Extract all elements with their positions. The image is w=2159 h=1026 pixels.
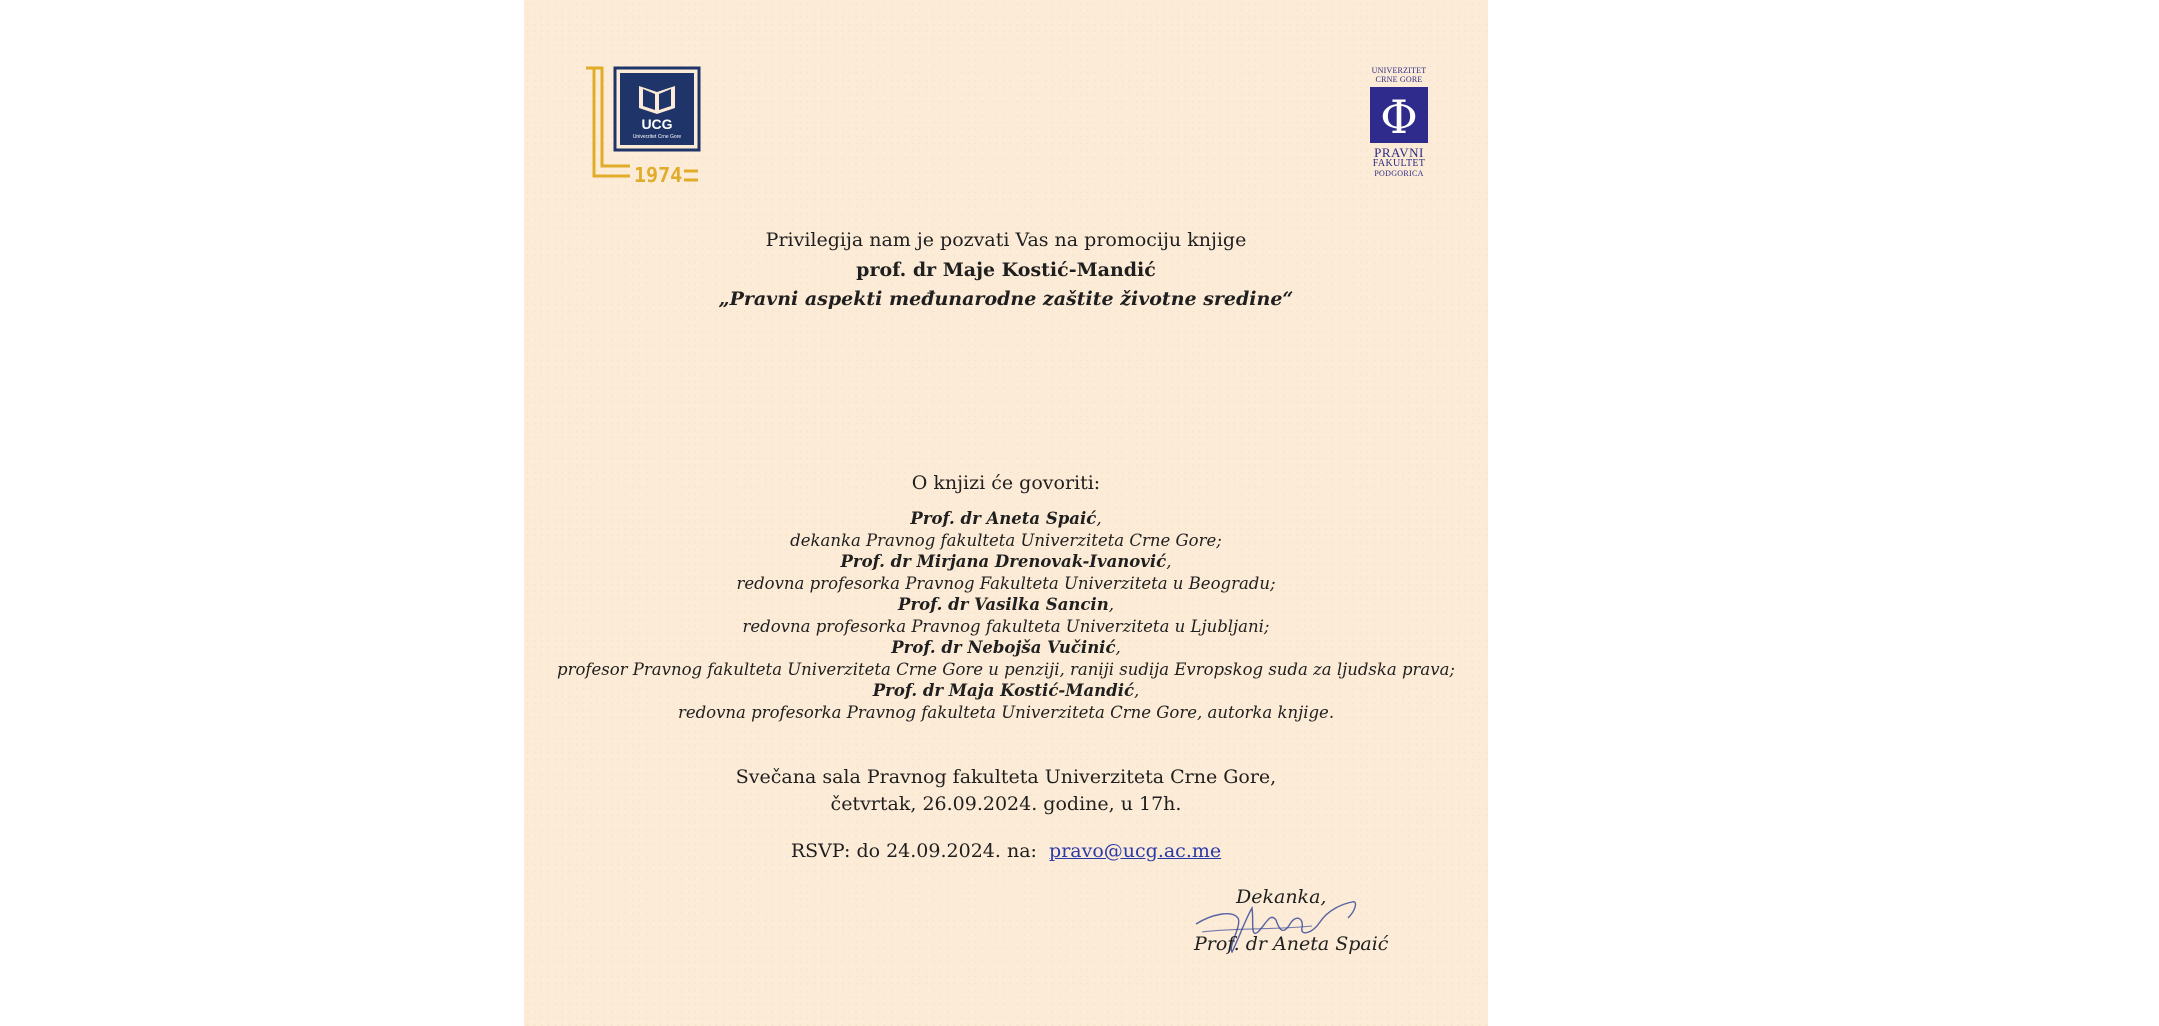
invitation-card [524, 0, 1488, 1026]
speaker-name: Prof. dr Vasilka Sancin, [898, 595, 1114, 614]
invitation-intro: Privilegija nam je pozvati Vas na promociju knjige [765, 229, 1247, 251]
speaker-role: dekanka Pravnog fakulteta Univerziteta Crne Gore; [790, 530, 1222, 550]
phi-emblem [1370, 87, 1428, 143]
speaker-role: redovna profesorka Pravnog fakulteta Univerziteta u Ljubljani; [742, 616, 1270, 636]
book-author: prof. dr Maje Kostić-Mandić [856, 259, 1156, 281]
pravni-logo-faculty: FAKULTET [1372, 158, 1426, 169]
speaker-name: Prof. dr Mirjana Drenovak-Ivanović, [840, 552, 1172, 571]
signature-title: Dekanka, [1236, 886, 1327, 908]
ucg-subtitle: Univerzitet Crne Gore [632, 134, 682, 140]
speaker-name: Prof. dr Maja Kostić-Mandić, [872, 681, 1140, 700]
event-details [524, 764, 1488, 818]
rsvp-email-link[interactable]: pravo@ucg.ac.me [1049, 840, 1222, 862]
phi-symbol: Φ [1380, 90, 1418, 143]
speaker-name: Prof. dr Aneta Spaić, [910, 509, 1102, 528]
ucg-logo-graphic [584, 66, 704, 184]
pravni-fakultet-logo [1368, 66, 1430, 182]
pravni-logo-line1: UNIVERZITET [1371, 66, 1427, 75]
speaker-name: Prof. dr Nebojša Vučinić, [891, 638, 1121, 657]
pravni-logo-city: PODGORICA [1374, 169, 1424, 178]
speaker-role: profesor Pravnog fakulteta Univerziteta Crne Gore u penziji, raniji sudija Evropskog suda za ljudska prava; [557, 659, 1455, 679]
ucg-year: 1974 [634, 163, 683, 184]
rsvp-label: RSVP: do 24.09.2024. na: [790, 840, 1037, 862]
pravni-logo-name: PRAVNI [1374, 145, 1424, 160]
event-venue: Svečana sala Pravnog fakulteta Univerziteta Crne Gore, [735, 766, 1277, 788]
ucg-abbr: UCG [641, 116, 673, 132]
phi-icon [1370, 87, 1428, 143]
book-title: „Pravni aspekti međunarodne zaštite životne sredine“ [718, 288, 1294, 310]
ucg-logo [584, 66, 704, 184]
signature-name: Prof. dr Aneta Spaić [1194, 933, 1389, 955]
rsvp-line [524, 838, 1488, 864]
speakers-list [524, 508, 1488, 723]
pravni-logo-line2: CRNE GORE [1375, 75, 1423, 84]
speakers-heading: O knjizi će govoriti: [911, 472, 1101, 494]
speaker-role: redovna profesorka Pravnog Fakulteta Univerziteta u Beogradu; [736, 573, 1276, 593]
event-datetime: četvrtak, 26.09.2024. godine, u 17h. [830, 793, 1182, 815]
speaker-role: redovna profesorka Pravnog fakulteta Univerziteta Crne Gore, autorka knjige. [677, 702, 1335, 722]
